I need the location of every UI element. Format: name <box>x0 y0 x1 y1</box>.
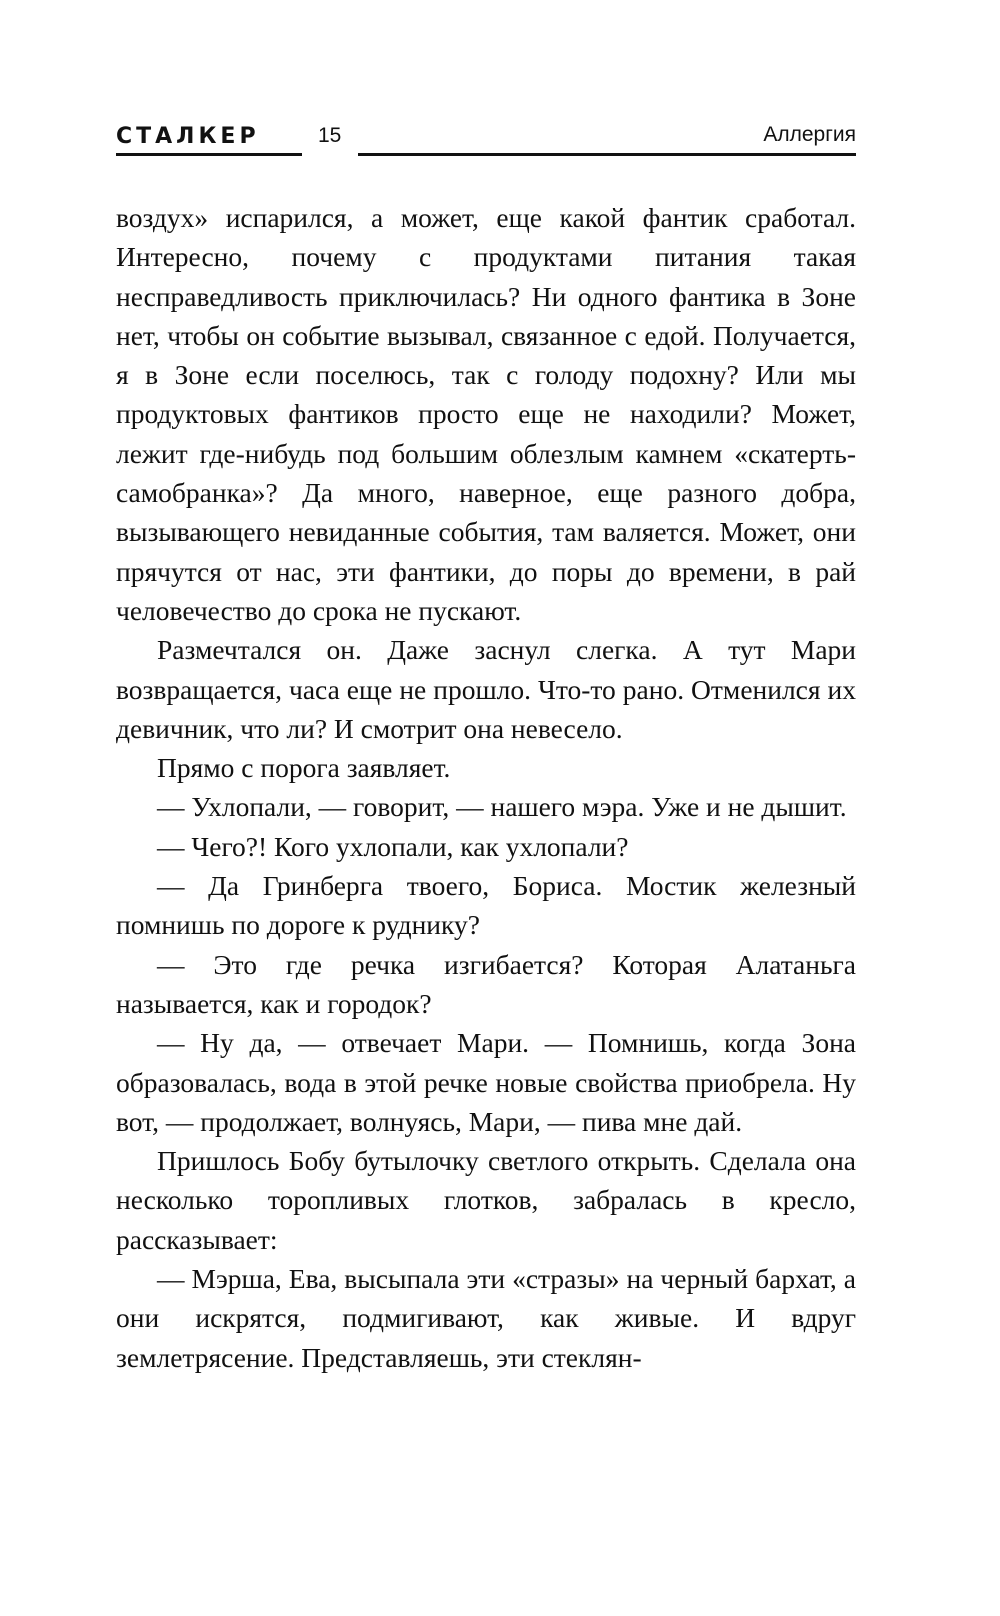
body-text <box>116 198 856 1377</box>
paragraph: — Мэрша, Ева, высыпала эти «стразы» на черный бархат, а они искрятся, подмигивают, как живые. И вдруг землетрясение. Представляешь, эти стеклян- <box>116 1263 856 1373</box>
header-rule-right <box>358 153 856 156</box>
paragraph: Пришлось Бобу бутылочку светлого открыть. Сделала она несколько торопливых глотков, забралась в кресло, рассказывает: <box>116 1145 856 1255</box>
running-header <box>116 118 856 160</box>
page-number: 15 <box>318 124 342 147</box>
paragraph: — Чего?! Кого ухлопали, как ухлопали? <box>157 830 629 862</box>
series-title: СТАЛКЕР <box>116 124 260 149</box>
paragraph: Размечтался он. Даже заснул слегка. А тут Мари возвращается, часа еще не прошло. Что-то рано. Отменился их девичник, что ли? И смотрит она невесело. <box>116 634 856 744</box>
paragraph: воздух» испарился, а может, еще какой фантик сработал. Интересно, почему с продуктами питания такая несправедливость приключилась? Ни одного фантика в Зоне нет, чтобы он событие вызывал, связанное с едой. Получается, я в Зоне если поселюсь, так с голоду подохну? Или мы продуктовых фантиков просто еще не находили? Может, лежит где-нибудь под большим облезлым камнем «скатерть-самобранка»? Да много, наверное, еще разного добра, вызывающего невиданные события, там валяется. Может, они прячутся от нас, эти фантики, до поры до времени, в рай человечество до срока не пускают. <box>116 202 856 626</box>
paragraph: — Да Гринберга твоего, Бориса. Мостик железный помнишь по дороге к руднику? <box>116 870 856 941</box>
paragraph: — Ну да, — отвечает Мари. — Помнишь, когда Зона образовалась, вода в этой речке новые свойства приобрела. Ну вот, — продолжает, волнуясь, Мари, — пива мне дай. <box>116 1027 856 1137</box>
paragraph: Прямо с порога заявляет. <box>157 752 451 784</box>
paragraph: — Это где речка изгибается? Которая Алатаньга называется, как и городок? <box>116 948 856 1019</box>
header-rule-left <box>116 153 302 156</box>
chapter-title: Аллергия <box>763 123 856 146</box>
paragraph: — Ухлопали, — говорит, — нашего мэра. Уже и не дышит. <box>157 791 847 823</box>
